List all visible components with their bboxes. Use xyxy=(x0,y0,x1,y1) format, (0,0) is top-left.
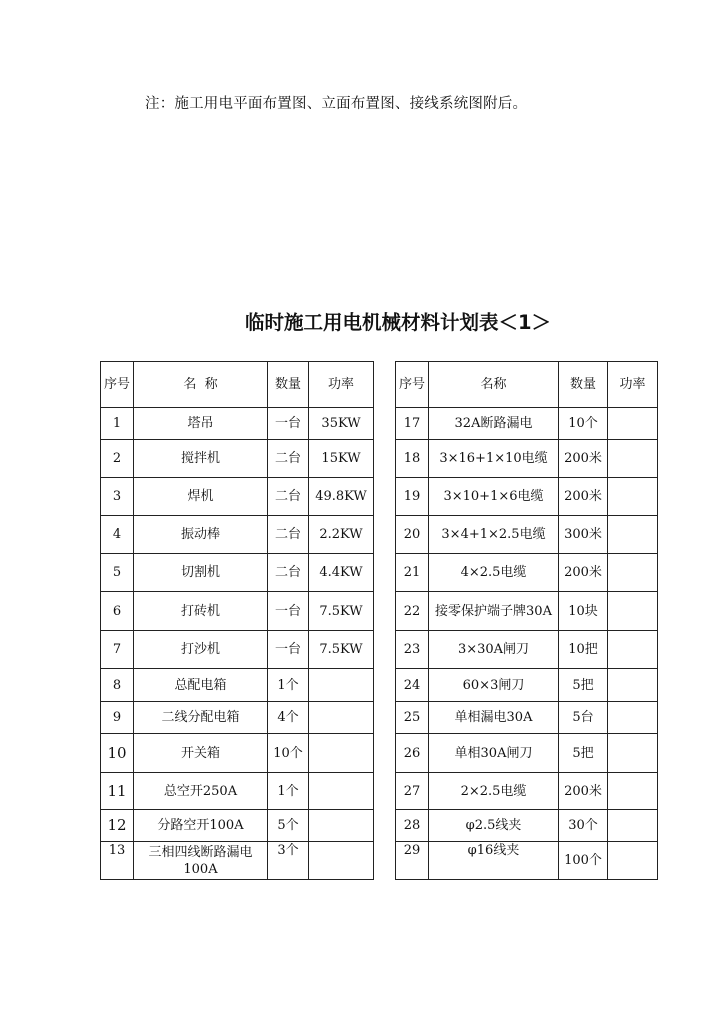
cell-name: 打沙机 xyxy=(134,631,268,669)
cell-name: 塔吊 xyxy=(134,408,268,440)
table-row xyxy=(101,810,374,842)
cell-qty: 二台 xyxy=(268,478,309,516)
table-row xyxy=(396,669,658,702)
cell-name: 总配电箱 xyxy=(134,669,268,702)
cell-no: 7 xyxy=(101,631,134,669)
cell-no: 6 xyxy=(101,592,134,631)
cell-no: 24 xyxy=(396,669,429,702)
cell-power: 2.2KW xyxy=(309,516,374,554)
cell-no: 5 xyxy=(101,554,134,592)
page-title: 临时施工用电机械材料计划表＜1＞ xyxy=(244,311,552,334)
cell-qty: 10块 xyxy=(559,592,608,631)
cell-power: 7.5KW xyxy=(309,631,374,669)
cell-no: 13 xyxy=(101,842,134,880)
cell-power: 7.5KW xyxy=(309,592,374,631)
cell-name: 32A断路漏电 xyxy=(429,408,559,440)
cell-power xyxy=(608,516,658,554)
table-row xyxy=(396,516,658,554)
header-power: 功率 xyxy=(608,362,658,408)
cell-qty: 二台 xyxy=(268,440,309,478)
cell-name: 单相30A闸刀 xyxy=(429,734,559,773)
table-row xyxy=(101,702,374,734)
cell-qty: 二台 xyxy=(268,516,309,554)
cell-qty: 30个 xyxy=(559,810,608,842)
cell-no: 26 xyxy=(396,734,429,773)
cell-name: 4×2.5电缆 xyxy=(429,554,559,592)
header-no: 序号 xyxy=(396,362,429,408)
cell-name: 开关箱 xyxy=(134,734,268,773)
header-name: 名称 xyxy=(429,362,559,408)
table-row xyxy=(101,478,374,516)
cell-power xyxy=(309,702,374,734)
table-header-row xyxy=(396,362,658,408)
cell-no: 18 xyxy=(396,440,429,478)
left-material-table xyxy=(100,361,374,880)
table-row xyxy=(396,554,658,592)
cell-no: 23 xyxy=(396,631,429,669)
cell-no: 19 xyxy=(396,478,429,516)
cell-name: 切割机 xyxy=(134,554,268,592)
table-row xyxy=(101,554,374,592)
cell-qty: 5个 xyxy=(268,810,309,842)
cell-no: 20 xyxy=(396,516,429,554)
page-note: 注：施工用电平面布置图、立面布置图、接线系统图附后。 xyxy=(145,96,528,112)
cell-power xyxy=(608,478,658,516)
cell-no: 25 xyxy=(396,702,429,734)
cell-qty: 10个 xyxy=(268,734,309,773)
cell-name: 搅拌机 xyxy=(134,440,268,478)
header-power: 功率 xyxy=(309,362,374,408)
cell-no: 27 xyxy=(396,773,429,810)
cell-no: 21 xyxy=(396,554,429,592)
cell-power xyxy=(608,592,658,631)
table-row xyxy=(101,773,374,810)
cell-no: 22 xyxy=(396,592,429,631)
table-row xyxy=(101,408,374,440)
cell-name: 二线分配电箱 xyxy=(134,702,268,734)
cell-name: 打砖机 xyxy=(134,592,268,631)
cell-no: 8 xyxy=(101,669,134,702)
header-no: 序号 xyxy=(101,362,134,408)
cell-qty: 5把 xyxy=(559,734,608,773)
table-row xyxy=(396,842,658,880)
cell-name: φ16线夹 xyxy=(429,842,559,880)
table-row xyxy=(396,631,658,669)
cell-no: 2 xyxy=(101,440,134,478)
table-row xyxy=(101,440,374,478)
right-material-table xyxy=(395,361,658,880)
cell-qty: 3个 xyxy=(268,842,309,880)
cell-name: 2×2.5电缆 xyxy=(429,773,559,810)
cell-no: 17 xyxy=(396,408,429,440)
cell-name: 3×4+1×2.5电缆 xyxy=(429,516,559,554)
cell-power xyxy=(608,734,658,773)
cell-power xyxy=(608,554,658,592)
cell-qty: 二台 xyxy=(268,554,309,592)
cell-power xyxy=(309,734,374,773)
cell-power xyxy=(309,773,374,810)
cell-power xyxy=(608,408,658,440)
cell-name: 接零保护端子牌30A xyxy=(429,592,559,631)
cell-qty: 1个 xyxy=(268,669,309,702)
cell-name: 60×3闸刀 xyxy=(429,669,559,702)
header-name: 名 称 xyxy=(134,362,268,408)
cell-qty: 4个 xyxy=(268,702,309,734)
table-row xyxy=(396,408,658,440)
cell-no: 12 xyxy=(101,810,134,842)
cell-no: 28 xyxy=(396,810,429,842)
cell-qty: 10把 xyxy=(559,631,608,669)
cell-power xyxy=(608,669,658,702)
table-row xyxy=(101,516,374,554)
table-row xyxy=(396,478,658,516)
table-row xyxy=(396,810,658,842)
cell-name: 3×10+1×6电缆 xyxy=(429,478,559,516)
cell-qty: 200米 xyxy=(559,554,608,592)
table-row xyxy=(101,734,374,773)
cell-no: 1 xyxy=(101,408,134,440)
cell-name: 分路空开100A xyxy=(134,810,268,842)
table-row xyxy=(396,773,658,810)
table-row xyxy=(396,440,658,478)
cell-qty: 200米 xyxy=(559,478,608,516)
cell-power xyxy=(608,702,658,734)
cell-qty: 300米 xyxy=(559,516,608,554)
cell-power xyxy=(608,810,658,842)
table-row xyxy=(101,669,374,702)
table-header-row xyxy=(101,362,374,408)
cell-power xyxy=(309,669,374,702)
cell-qty: 一台 xyxy=(268,592,309,631)
cell-qty: 5台 xyxy=(559,702,608,734)
cell-power xyxy=(608,773,658,810)
cell-no: 9 xyxy=(101,702,134,734)
cell-qty: 一台 xyxy=(268,631,309,669)
cell-name: 焊机 xyxy=(134,478,268,516)
cell-name: 单相漏电30A xyxy=(429,702,559,734)
cell-power xyxy=(309,842,374,880)
cell-power xyxy=(608,631,658,669)
cell-name: 3×30A闸刀 xyxy=(429,631,559,669)
cell-power: 49.8KW xyxy=(309,478,374,516)
cell-no: 11 xyxy=(101,773,134,810)
cell-power xyxy=(608,842,658,880)
cell-qty: 5把 xyxy=(559,669,608,702)
table-row xyxy=(396,734,658,773)
cell-name: 总空开250A xyxy=(134,773,268,810)
table-row xyxy=(396,592,658,631)
header-qty: 数量 xyxy=(268,362,309,408)
cell-power xyxy=(309,810,374,842)
header-qty: 数量 xyxy=(559,362,608,408)
cell-no: 29 xyxy=(396,842,429,880)
cell-qty: 一台 xyxy=(268,408,309,440)
cell-no: 10 xyxy=(101,734,134,773)
table-row xyxy=(101,592,374,631)
cell-name: φ2.5线夹 xyxy=(429,810,559,842)
cell-power: 15KW xyxy=(309,440,374,478)
cell-no: 3 xyxy=(101,478,134,516)
cell-qty: 100个 xyxy=(559,842,608,880)
cell-qty: 200米 xyxy=(559,773,608,810)
cell-name: 3×16+1×10电缆 xyxy=(429,440,559,478)
cell-qty: 1个 xyxy=(268,773,309,810)
cell-power: 4.4KW xyxy=(309,554,374,592)
cell-qty: 10个 xyxy=(559,408,608,440)
cell-power xyxy=(608,440,658,478)
table-row xyxy=(101,631,374,669)
table-row xyxy=(101,842,374,880)
cell-name: 振动棒 xyxy=(134,516,268,554)
table-row xyxy=(396,702,658,734)
cell-no: 4 xyxy=(101,516,134,554)
cell-name: 三相四线断路漏电100A xyxy=(134,842,268,880)
cell-power: 35KW xyxy=(309,408,374,440)
cell-qty: 200米 xyxy=(559,440,608,478)
